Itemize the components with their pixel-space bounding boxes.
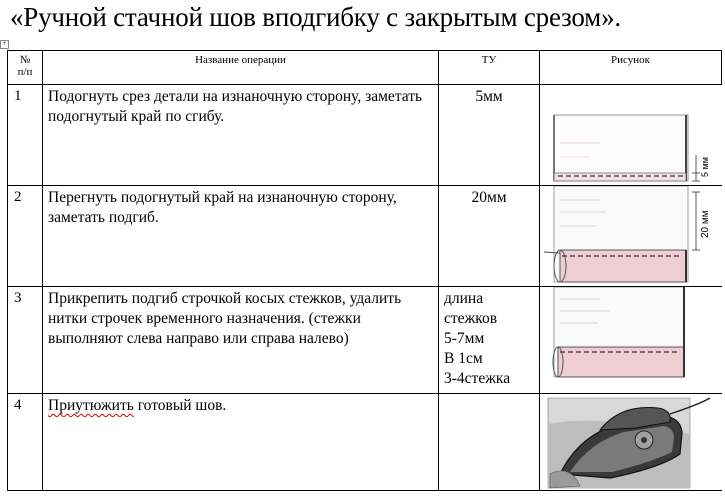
operation-text: Перегнуть подогнутый край на изнаночную сторону, заметать подгиб. [43, 186, 439, 287]
operation-text: Приутюжить готовый шов. [43, 394, 439, 491]
row-number: 2 [8, 186, 43, 287]
table-row [8, 394, 722, 491]
figure-cell [540, 85, 722, 186]
fold-20mm-illustration [540, 186, 722, 286]
header-num: № п/п [8, 51, 43, 85]
row-number: 3 [8, 287, 43, 394]
spellcheck-word: Приутюжить [48, 397, 134, 414]
iron-illustration [540, 394, 722, 490]
header-figure: Рисунок [540, 51, 722, 85]
table-anchor-icon[interactable]: + [1, 40, 8, 47]
figure-dimension-label: 20 мм [700, 210, 711, 238]
slant-stitch-illustration [540, 287, 722, 393]
figure-cell [540, 394, 722, 491]
figure-cell [540, 186, 722, 287]
tu-value: 5мм [439, 85, 540, 186]
figure-dimension-label: 5 мм [700, 157, 710, 177]
tu-value [439, 394, 540, 491]
row-number: 4 [8, 394, 43, 491]
header-operation: Название операции [43, 51, 439, 85]
table-row [8, 287, 722, 394]
table-header-row [8, 51, 722, 85]
tu-value: длина стежков 5-7мм В 1см 3-4стежка [439, 287, 540, 394]
header-tu: ТУ [439, 51, 540, 85]
figure-cell [540, 287, 722, 394]
tu-value: 20мм [439, 186, 540, 287]
row-number: 1 [8, 85, 43, 186]
operations-table [7, 50, 722, 491]
page-title: «Ручной стачной шов вподгибку с закрытым срезом». [10, 2, 621, 32]
table-row [8, 85, 722, 186]
fold-5mm-illustration [540, 85, 722, 185]
table-row [8, 186, 722, 287]
operation-text: Прикрепить подгиб строчкой косых стежков, удалить нитки строчек временного назначения. (стежки выполняют слева направо или справа налево) [43, 287, 439, 394]
operation-text: Подогнуть срез детали на изнаночную сторону, заметать подогнутый край по сгибу. [43, 85, 439, 186]
